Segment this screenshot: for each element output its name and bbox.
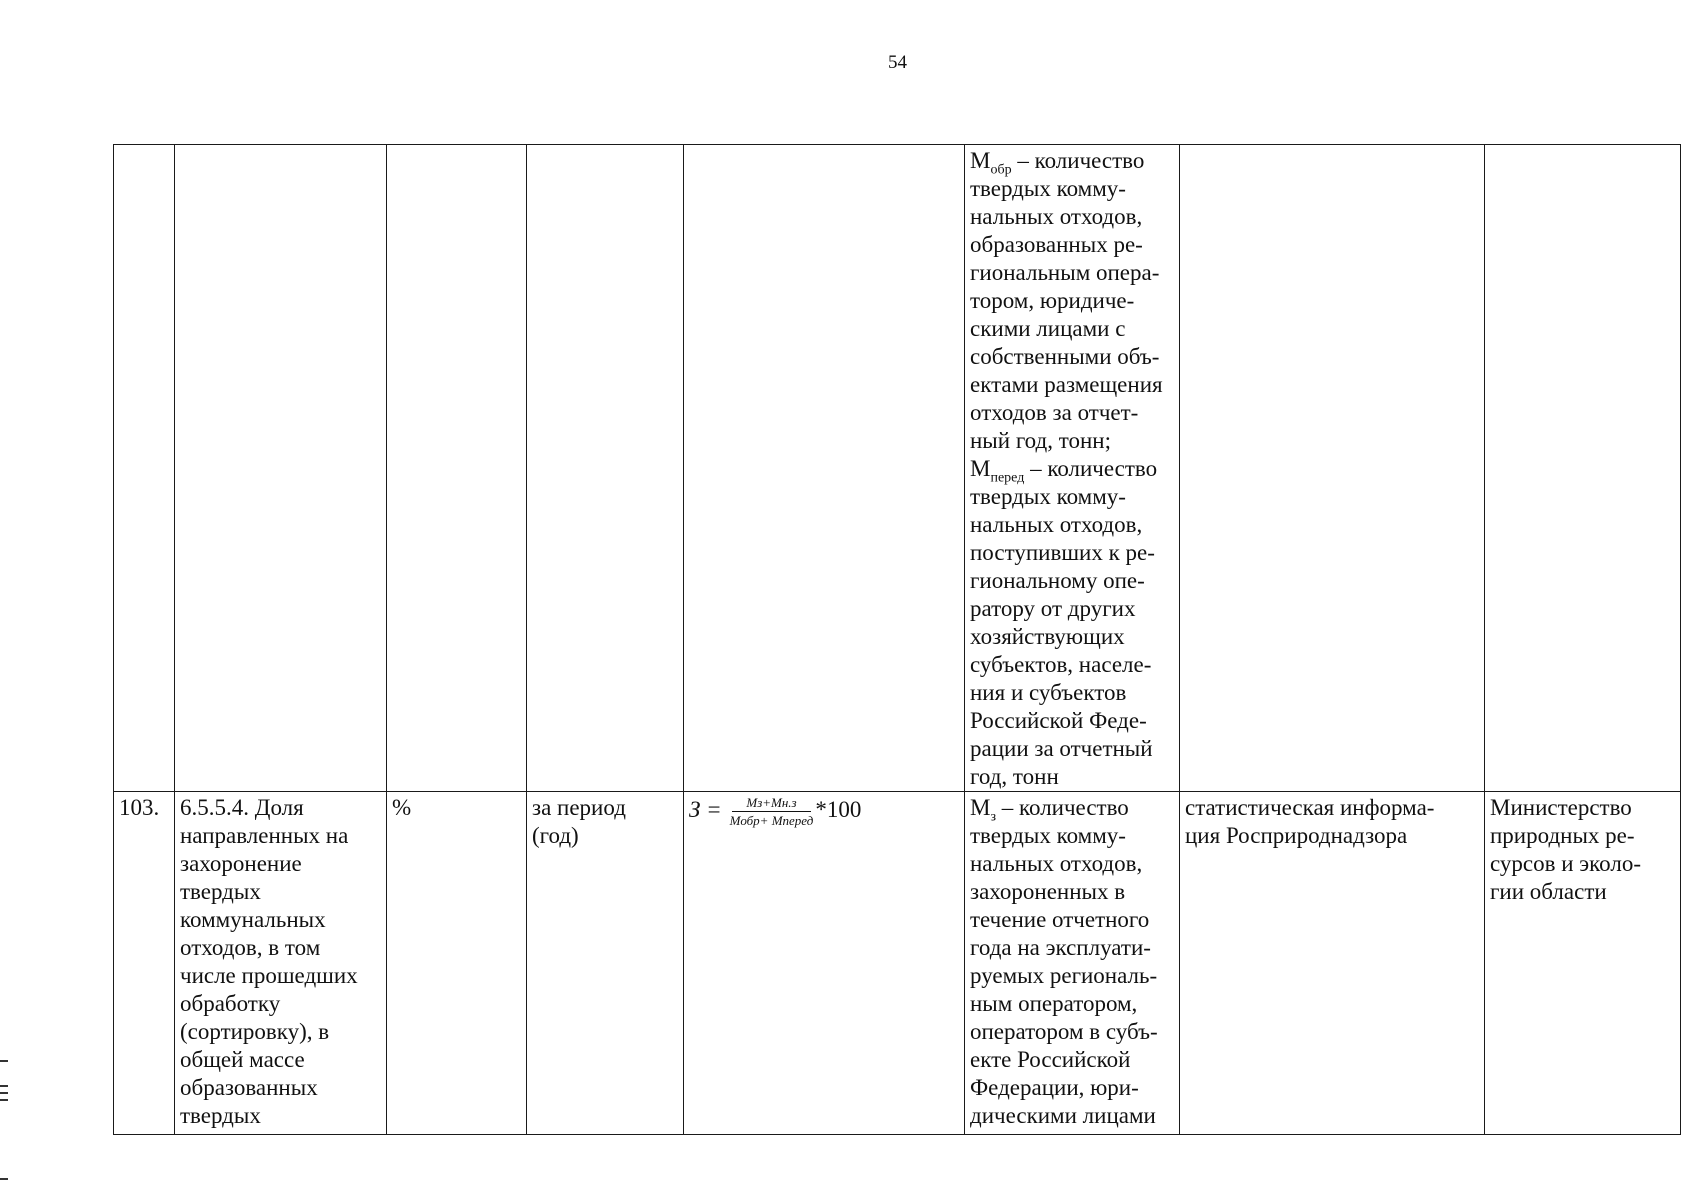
cell-unit: % — [387, 792, 527, 1135]
cell-period: за период (год) — [527, 792, 684, 1135]
edge-mark — [0, 1085, 8, 1087]
formula — [689, 794, 958, 828]
indicator-table — [113, 144, 1681, 1135]
formula-denominator: Мобр+ Мперед — [729, 813, 814, 828]
edge-mark — [0, 1178, 8, 1180]
cell-variables — [965, 145, 1180, 792]
cell-period — [527, 145, 684, 792]
edge-mark — [0, 1092, 8, 1094]
cell-number: 103. — [114, 792, 175, 1135]
edge-mark — [0, 1099, 8, 1101]
cell-unit — [387, 145, 527, 792]
table-row-103 — [114, 792, 1681, 1135]
edge-mark — [0, 1060, 8, 1062]
formula-numerator: Мз+Мн.з — [732, 795, 810, 812]
cell-number — [114, 145, 175, 792]
cell-responsible: Министерство природных ре- сурсов и эколо- гии области — [1485, 792, 1681, 1135]
cell-formula — [684, 792, 965, 1135]
cell-responsible — [1485, 145, 1681, 792]
cell-formula — [684, 145, 965, 792]
table-row-continuation — [114, 145, 1681, 792]
cell-indicator: 6.5.5.4. Доля направленных на захоронение твердых коммунальных отходов, в том числе прошедших обработку (сортировку), в общей массе образованных твердых — [175, 792, 387, 1135]
formula-lhs: З = — [689, 797, 722, 822]
cell-indicator — [175, 145, 387, 792]
variable-m-obr: $М_{обр}$ – количество твердых комму- нальных отходов, образованных ре- гиональным опера- тором, юридиче- скими лицами с собственными объ- ектами размещения отходов за отчет- ный год, тонн; — [970, 148, 1163, 453]
cell-source: статистическая информа- ция Росприроднадзора — [1180, 792, 1485, 1135]
formula-fraction — [730, 795, 814, 828]
formula-multiplier: *100 — [815, 797, 862, 822]
cell-variables: $М_з$ – количество твердых комму- нальных отходов, захороненных в течение отчетного года на эксплуати- руемых региональ- ным оператором, оператором в субъ- екте Российской Федерации, юри- дическими лицами — [965, 792, 1180, 1135]
variable-m-pered: $М_{перед}$ – количество твердых комму- нальных отходов, поступивших к ре- гиональному опе- ратору от других хозяйствующих субъектов, населе- ния и субъектов Российской Феде- рации за отчетный год, тонн — [970, 456, 1158, 789]
page-number: 54 — [888, 52, 907, 73]
cell-source — [1180, 145, 1485, 792]
